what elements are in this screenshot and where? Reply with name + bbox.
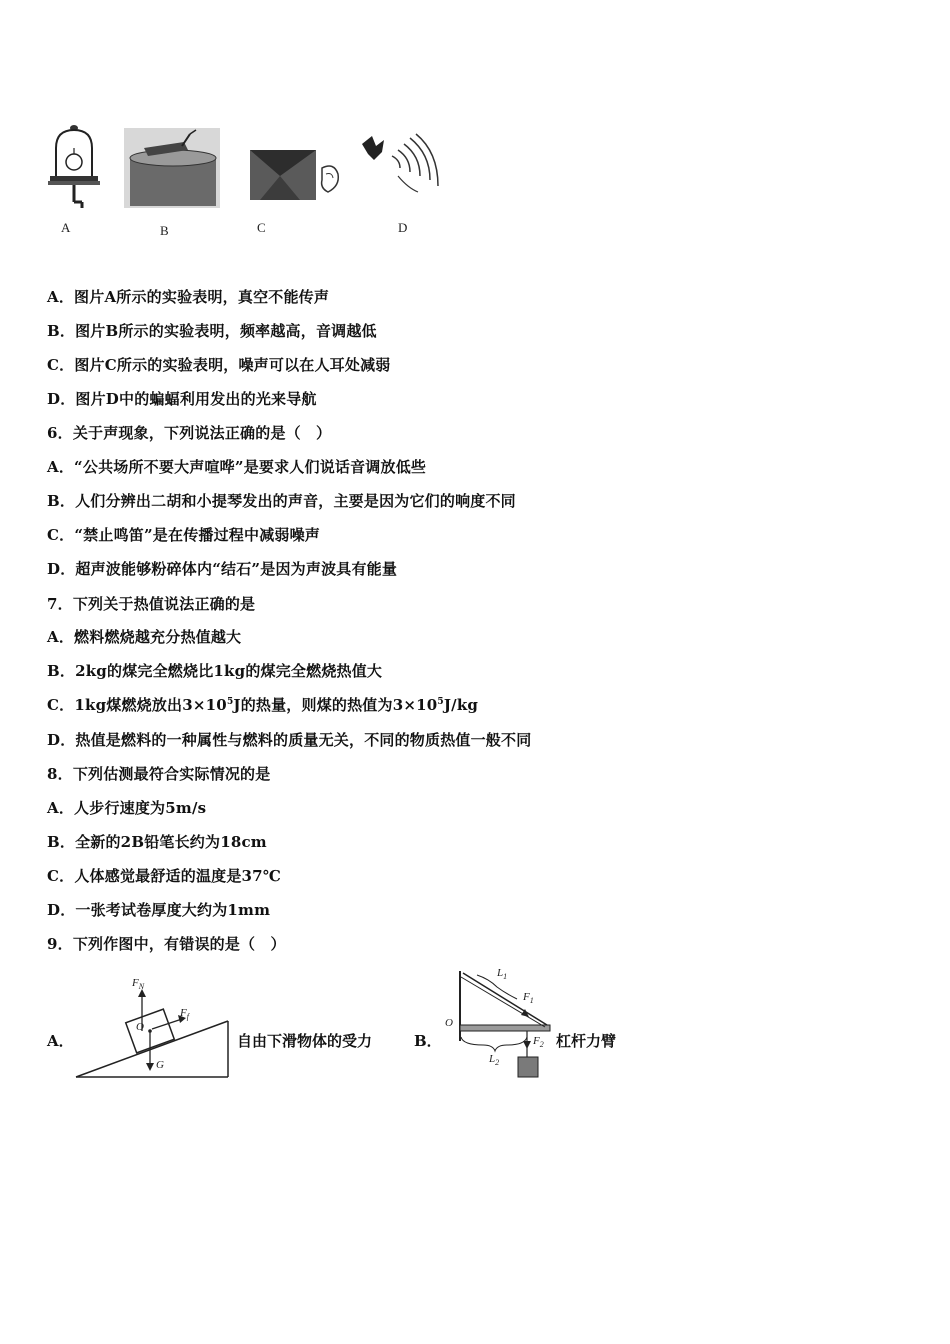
q9-option-a-label: A．	[47, 1032, 74, 1050]
q5-option-a: A．图片A所示的实验表明，真空不能传声	[47, 288, 330, 306]
q9-b-label-f1-main: F	[523, 991, 530, 1003]
q9-b-label-f2-sub: 2	[539, 1040, 544, 1050]
q7-option-b: B．2kg的煤完全燃烧比1kg的煤完全燃烧热值大	[47, 662, 383, 680]
q8-option-d: D．一张考试卷厚度大约为1mm	[47, 901, 271, 919]
figure-c-ear	[250, 146, 344, 206]
q9-b-label-f1-sub: 1	[529, 996, 534, 1006]
q5-option-b: B．图片B所示的实验表明，频率越高，音调越低	[47, 322, 377, 340]
q9-b-label-l2	[489, 1053, 499, 1067]
figure-label-d: D	[398, 220, 408, 235]
q7-option-c-exponent-1: 5	[226, 697, 234, 707]
q8-stem: 8．下列估测最符合实际情况的是	[47, 765, 271, 783]
q9-b-label-l1-main: L	[497, 967, 504, 979]
q7-option-a: A．燃料燃烧越充分热值越大	[47, 628, 242, 646]
q5-option-d: D．图片D中的蝙蝠利用发出的光来导航	[47, 390, 317, 408]
q9-b-label-f1	[523, 991, 534, 1005]
q6-option-b: B．人们分辨出二胡和小提琴发出的声音，主要是因为它们的响度不同	[47, 492, 516, 510]
q7-option-c	[47, 694, 478, 715]
q7-option-c-exponent-2: 5	[437, 697, 444, 707]
q9-b-label-l1-sub: 1	[503, 972, 508, 982]
figure-d-bat	[358, 130, 446, 214]
q9-stem: 9．下列作图中，有错误的是（ ）	[47, 935, 286, 953]
q9-figure-b-lever	[443, 965, 555, 1085]
q9-a-label-ff-sub: f	[186, 1012, 189, 1022]
q9-a-label-fn-sub: N	[138, 982, 145, 992]
figure-label-b: B	[160, 223, 169, 238]
q9-option-b-caption: 杠杆力臂	[556, 1032, 617, 1050]
figure-label-a: A	[61, 220, 71, 235]
q6-option-a: A．“公共场所不要大声喧哗”是要求人们说话音调放低些	[47, 458, 427, 476]
q9-b-label-l1	[497, 967, 507, 981]
figure-a-bell-jar	[44, 118, 104, 218]
q8-option-b: B．全新的2B铅笔长约为18cm	[47, 833, 267, 851]
q9-b-label-l2-sub: 2	[495, 1058, 500, 1068]
q9-a-label-fn-main: F	[132, 977, 139, 989]
q6-option-c: C．“禁止鸣笛”是在传播过程中减弱噪声	[47, 526, 320, 544]
q7-stem: 7．下列关于热值说法正确的是	[47, 595, 256, 613]
q6-stem: 6．关于声现象，下列说法正确的是（ ）	[47, 424, 332, 442]
q9-figure-a-incline	[70, 975, 235, 1085]
q8-option-a: A．人步行速度为5m/s	[47, 799, 207, 817]
q9-option-b-label: B．	[414, 1032, 442, 1050]
q9-b-label-o: O	[445, 1017, 453, 1029]
q7-option-c-text-1: C．1kg煤燃烧放出3×10	[47, 696, 227, 714]
figure-b-drum	[124, 128, 220, 208]
q8-option-c: C．人体感觉最舒适的温度是37℃	[47, 867, 281, 885]
q9-option-a-caption: 自由下滑物体的受力	[237, 1032, 373, 1050]
q9-a-label-o: O	[136, 1021, 144, 1033]
q7-option-d: D．热值是燃料的一种属性与燃料的质量无关，不同的物质热值一般不同	[47, 731, 532, 749]
q6-option-d: D．超声波能够粉碎体内“结石”是因为声波具有能量	[47, 560, 398, 578]
q9-b-label-f2-main: F	[533, 1035, 540, 1047]
q9-a-label-ff-main: F	[180, 1007, 187, 1019]
q9-a-label-fn	[132, 977, 144, 991]
q5-option-c: C．图片C所示的实验表明，噪声可以在人耳处减弱	[47, 356, 391, 374]
q9-b-label-f2	[533, 1035, 544, 1049]
q9-a-label-g: G	[156, 1059, 164, 1071]
q7-option-c-text-2: J的热量，则煤的热值为3×10	[233, 696, 438, 714]
q7-option-c-text-3: J/kg	[443, 696, 479, 714]
q9-b-label-l2-main: L	[489, 1053, 496, 1065]
q9-a-label-ff	[180, 1007, 189, 1021]
figure-label-c: C	[257, 220, 266, 235]
